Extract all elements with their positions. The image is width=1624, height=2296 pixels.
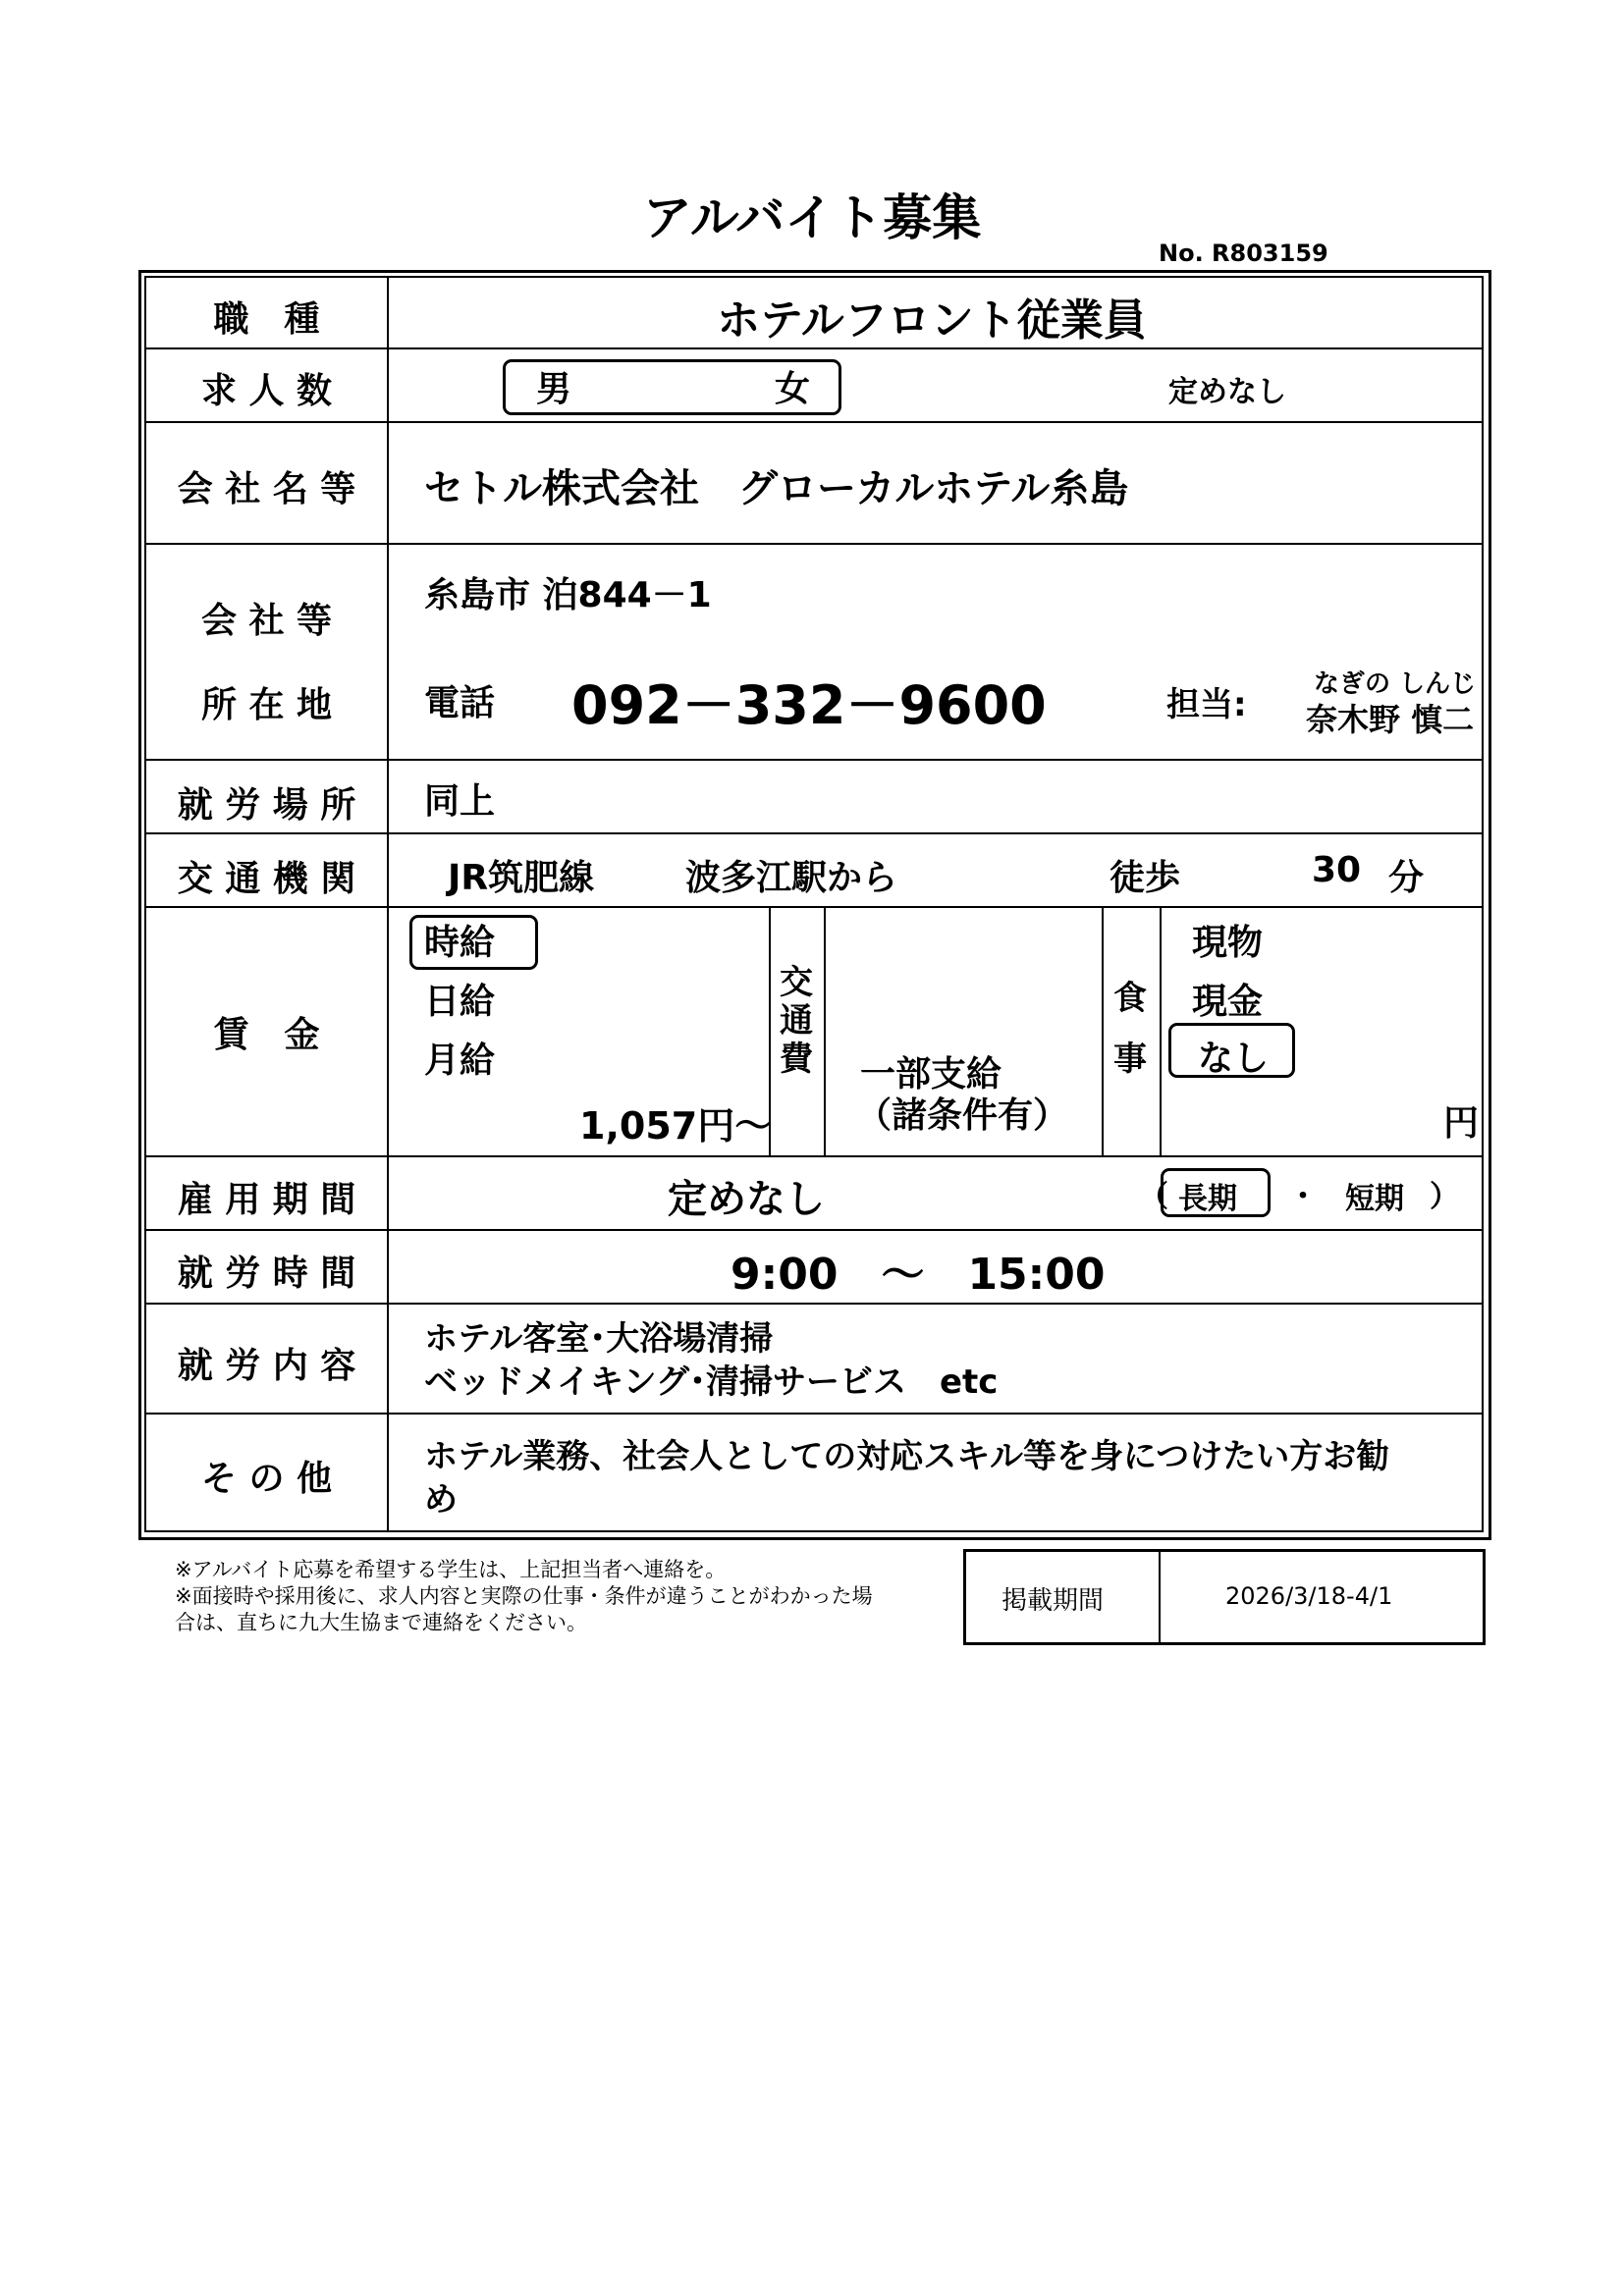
- address: 糸島市 泊844－1: [424, 575, 712, 615]
- headcount-label: 求 人 数: [200, 371, 333, 411]
- page-title: アルバイト募集: [642, 189, 982, 246]
- wage-column-divider: [824, 906, 826, 1155]
- row-divider: [144, 347, 1482, 349]
- location-label-1: 会 社 等: [200, 601, 333, 641]
- posting-period-divider: [1159, 1551, 1161, 1643]
- row-divider: [144, 906, 1482, 908]
- meal-yen: 円: [1443, 1103, 1480, 1144]
- commute-label: 交 通 費: [780, 963, 813, 1079]
- posting-period-label: 掲載期間: [1001, 1586, 1105, 1616]
- commute-value: 一部支給: [860, 1054, 1002, 1095]
- wage-hourly: 時給: [424, 923, 496, 963]
- company-label: 会 社 名 等: [177, 469, 356, 509]
- row-divider: [144, 759, 1482, 761]
- female-option: 女: [775, 369, 811, 409]
- row-divider: [144, 421, 1482, 423]
- walk-label: 徒歩: [1110, 858, 1181, 898]
- other-line-1: ホテル業務、社会人としての対応スキル等を身につけたい方お勧: [424, 1437, 1390, 1476]
- wage-daily: 日給: [424, 982, 496, 1022]
- footer-notes: [175, 1557, 960, 1636]
- meal-none: なし: [1198, 1039, 1270, 1079]
- phone-label: 電話: [424, 683, 496, 723]
- document-number: No. R803159: [1159, 240, 1328, 267]
- row-divider: [144, 1229, 1482, 1231]
- workplace-label: 就 労 場 所: [177, 785, 356, 826]
- contact-label: 担当:: [1166, 685, 1247, 724]
- hours-label: 就 労 時 間: [177, 1254, 356, 1294]
- headcount-value: 定めなし: [1168, 375, 1286, 409]
- period-short: 短期: [1345, 1182, 1404, 1216]
- period-label: 雇 用 期 間: [177, 1180, 356, 1220]
- period-close-paren: ）: [1430, 1180, 1459, 1214]
- footer-note-2: ※面接時や採用後に、求人内容と実際の仕事・条件が違うことがわかった場: [175, 1584, 873, 1608]
- meal-goods: 現物: [1192, 923, 1264, 963]
- contact-kana: なぎの しんじ: [1314, 669, 1477, 699]
- meal-cash: 現金: [1192, 982, 1264, 1022]
- wage-column-divider: [1102, 906, 1104, 1155]
- duties-line-2: ベッドメイキング･清掃サービス etc: [424, 1362, 999, 1402]
- footer-note-3: 合は、直ちに九大生協まで連絡をください。: [175, 1611, 587, 1634]
- period-value: 定めなし: [668, 1177, 825, 1222]
- commute-conditions: （諸条件有）: [856, 1095, 1069, 1136]
- meal-label: 食 事: [1113, 979, 1147, 1079]
- row-divider: [144, 1303, 1482, 1305]
- wage-amount: 1,057円～: [579, 1104, 773, 1148]
- row-divider: [144, 543, 1482, 545]
- transport-label: 交 通 機 関: [177, 859, 356, 899]
- wage-column-divider: [1160, 906, 1162, 1155]
- phone-number: 092－332－9600: [571, 674, 1047, 736]
- station: 波多江駅から: [685, 858, 898, 898]
- posting-period-value: 2026/3/18-4/1: [1225, 1582, 1393, 1610]
- row-divider: [144, 1155, 1482, 1157]
- job-type-label: 職 種: [213, 299, 320, 340]
- row-divider: [144, 1413, 1482, 1415]
- period-dot: ・: [1288, 1180, 1318, 1214]
- contact-name: 奈木野 慎二: [1306, 701, 1475, 738]
- period-long: 長期: [1178, 1182, 1237, 1216]
- working-hours: 9:00 ～ 15:00: [731, 1250, 1106, 1300]
- walk-minutes: 30: [1312, 850, 1362, 890]
- company-name: セトル株式会社 グローカルホテル糸島: [424, 466, 1129, 511]
- location-label-2: 所 在 地: [200, 685, 333, 725]
- other-label: そ の 他: [200, 1459, 333, 1499]
- period-open-paren: （: [1139, 1180, 1168, 1214]
- label-column-divider: [387, 276, 389, 1530]
- row-divider: [144, 832, 1482, 834]
- other-line-2: め: [424, 1480, 458, 1520]
- male-option: 男: [536, 369, 572, 409]
- duties-label: 就 労 内 容: [177, 1346, 356, 1386]
- wage-label: 賃 金: [213, 1015, 320, 1055]
- wage-monthly: 月給: [424, 1041, 496, 1081]
- workplace-value: 同上: [424, 781, 496, 822]
- job-type-value: ホテルフロント従業員: [717, 295, 1147, 346]
- train-line: JR筑肥線: [448, 858, 595, 898]
- footer-note-1: ※アルバイト応募を希望する学生は、上記担当者へ連絡を。: [175, 1558, 727, 1581]
- minutes-unit: 分: [1388, 858, 1425, 898]
- duties-line-1: ホテル客室･大浴場清掃: [424, 1319, 774, 1359]
